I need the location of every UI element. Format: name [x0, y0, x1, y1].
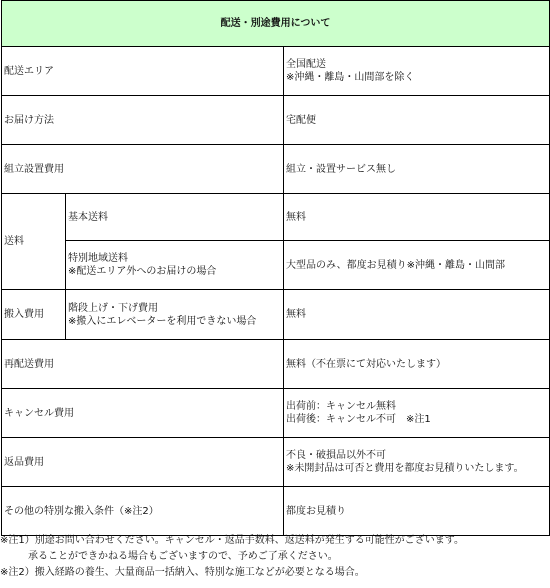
row-value-redelivery: 無料（不在票にて対応いたします） — [284, 340, 550, 389]
row-label-assembly: 組立設置費用 — [2, 145, 284, 194]
row-label-carry-in: 搬入費用 — [2, 290, 66, 340]
row-value-return — [284, 438, 550, 487]
row-label-cancel: キャンセル費用 — [2, 389, 284, 438]
footnote-1: ※注1）別途お問い合わせください。キャンセル・返品手数料、返送料が発生する可能性がございます。 — [0, 535, 464, 546]
table-row — [2, 340, 550, 389]
sub-label-special-shipping — [66, 241, 284, 290]
row-label-return: 返品費用 — [2, 438, 284, 487]
table-row — [2, 438, 550, 487]
table-title: 配送・別途費用について — [2, 1, 550, 47]
row-value-special-shipping: 大型品のみ、都度お見積り※沖縄・離島・山間部 — [284, 241, 550, 290]
value-line: 全国配送 — [286, 59, 326, 70]
value-line: ※沖縄・離島・山間部を除く — [286, 72, 415, 83]
row-label-delivery-method: お届け方法 — [2, 96, 284, 145]
value-line: 不良・破損品以外不可 — [286, 450, 386, 461]
row-value-basic-shipping: 無料 — [284, 194, 550, 241]
table-row — [2, 389, 550, 438]
table-row — [2, 96, 550, 145]
row-label-area: 配送エリア — [2, 47, 284, 96]
row-value-cancel — [284, 389, 550, 438]
table-row — [2, 47, 550, 96]
row-value-other: 都度お見積り — [284, 487, 550, 536]
row-label-redelivery: 再配送費用 — [2, 340, 284, 389]
shipping-fee-table — [1, 0, 550, 536]
label-line: 階段上げ・下げ費用 — [68, 302, 158, 314]
row-label-shipping: 送料 — [2, 194, 66, 290]
footnotes — [0, 533, 550, 581]
value-line: 出荷前：キャンセル無料 — [286, 401, 396, 412]
table-row — [2, 145, 550, 194]
table-row — [2, 290, 550, 340]
label-line: 特別地域送料 — [68, 253, 128, 264]
value-line: 出荷後：キャンセル不可 ※注1 — [286, 414, 431, 425]
title-row — [2, 1, 550, 47]
row-label-other: その他の特別な搬入条件（※注2） — [2, 487, 284, 536]
label-line: ※配送エリア外へのお届けの場合 — [68, 266, 217, 277]
table-row — [2, 487, 550, 536]
footnote-2: ※注2）搬入経路の養生、大量商品一括納入、特別な施工などが必要となる場合。 — [0, 567, 365, 578]
sub-label-carry-in — [66, 290, 284, 340]
value-line: ※未開封品は可否と費用を都度お見積りいたします。 — [286, 463, 524, 474]
sub-label-basic-shipping: 基本送料 — [66, 194, 284, 241]
row-value-area — [284, 47, 550, 96]
footnote-1-continued: 承ることができかねる場合もございますので、予めご了承ください。 — [28, 551, 338, 562]
row-value-delivery-method: 宅配便 — [284, 96, 550, 145]
row-value-assembly: 組立・設置サービス無し — [284, 145, 550, 194]
table-row — [2, 194, 550, 241]
row-value-carry-in: 無料 — [284, 290, 550, 340]
label-line: ※搬入にエレベーターを利用できない場合 — [68, 315, 257, 327]
table-row — [2, 241, 550, 290]
